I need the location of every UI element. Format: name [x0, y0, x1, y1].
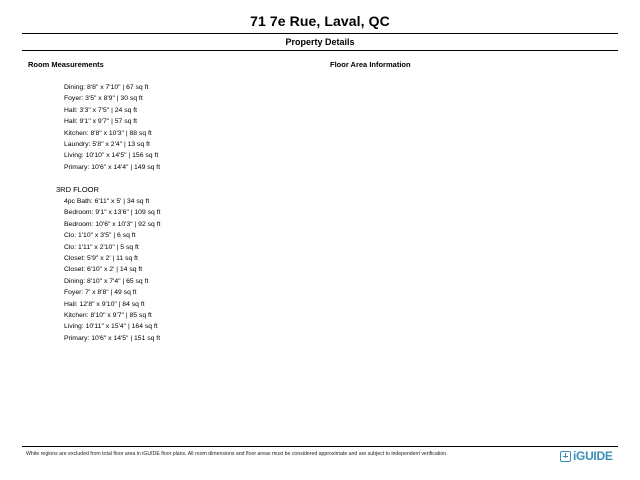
room-item: Primary: 10'6" x 14'4" | 149 sq ft	[64, 163, 161, 171]
room-item: Kitchen: 8'8" x 10'3" | 88 sq ft	[64, 129, 152, 137]
page-title: 71 7e Rue, Laval, QC	[250, 13, 390, 29]
room-item: Kitchen: 8'10" x 9'7" | 85 sq ft	[64, 312, 152, 320]
room-item: Clo: 1'11" x 2'10" | 5 sq ft	[64, 243, 139, 251]
footer-rule	[22, 446, 618, 447]
room-item: Laundry: 5'8" x 2'4" | 13 sq ft	[64, 141, 150, 149]
floor-3-room-list	[64, 196, 160, 344]
room-item: Hall: 12'8" x 9'10" | 84 sq ft	[64, 300, 145, 308]
room-item: Bedroom: 10'6" x 10'3" | 92 sq ft	[64, 220, 161, 228]
room-item: Dining: 8'8" x 7'10" | 67 sq ft	[64, 84, 149, 91]
title-rule	[22, 33, 618, 34]
room-item: Living: 10'11" x 15'4" | 164 sq ft	[64, 323, 158, 331]
iguide-logo	[560, 449, 613, 463]
floor-3-label: 3RD FLOOR	[56, 185, 99, 194]
room-item: Living: 10'10" x 14'5" | 156 sq ft	[64, 152, 159, 160]
subtitle-rule	[22, 50, 618, 51]
room-item: Foyer: 3'5" x 8'9" | 30 sq ft	[64, 95, 143, 103]
iguide-logo-icon	[560, 451, 571, 462]
room-item: Bedroom: 9'1" x 13'6" | 109 sq ft	[64, 209, 161, 217]
room-item: Hall: 9'1" x 9'7" | 57 sq ft	[64, 118, 138, 126]
page-subtitle: Property Details	[285, 37, 355, 47]
room-measurements-heading: Room Measurements	[28, 60, 104, 69]
room-item: 4pc Bath: 6'11" x 5' | 34 sq ft	[64, 198, 150, 205]
room-item: Dining: 8'10" x 7'4" | 65 sq ft	[64, 277, 149, 285]
room-item: Foyer: 7' x 8'8" | 49 sq ft	[64, 289, 137, 297]
room-item: Closet: 5'9" x 2' | 11 sq ft	[64, 255, 138, 263]
room-item: Primary: 10'6" x 14'5" | 151 sq ft	[64, 334, 161, 342]
floor-area-heading: Floor Area Information	[330, 60, 411, 69]
room-item: Clo: 1'10" x 3'5" | 6 sq ft	[64, 232, 136, 240]
floor-1-room-list	[64, 82, 160, 173]
iguide-logo-text: iGUIDE	[573, 449, 613, 463]
room-item: Hall: 3'3" x 7'5" | 24 sq ft	[64, 106, 138, 114]
room-item: Closet: 6'10" x 2' | 14 sq ft	[64, 266, 143, 274]
footer-disclaimer: White regions are excluded from total floor area in iGUIDE floor plans. All room dimensions and floor areas must be considered approximate and are subject to independent verification.	[26, 451, 448, 457]
